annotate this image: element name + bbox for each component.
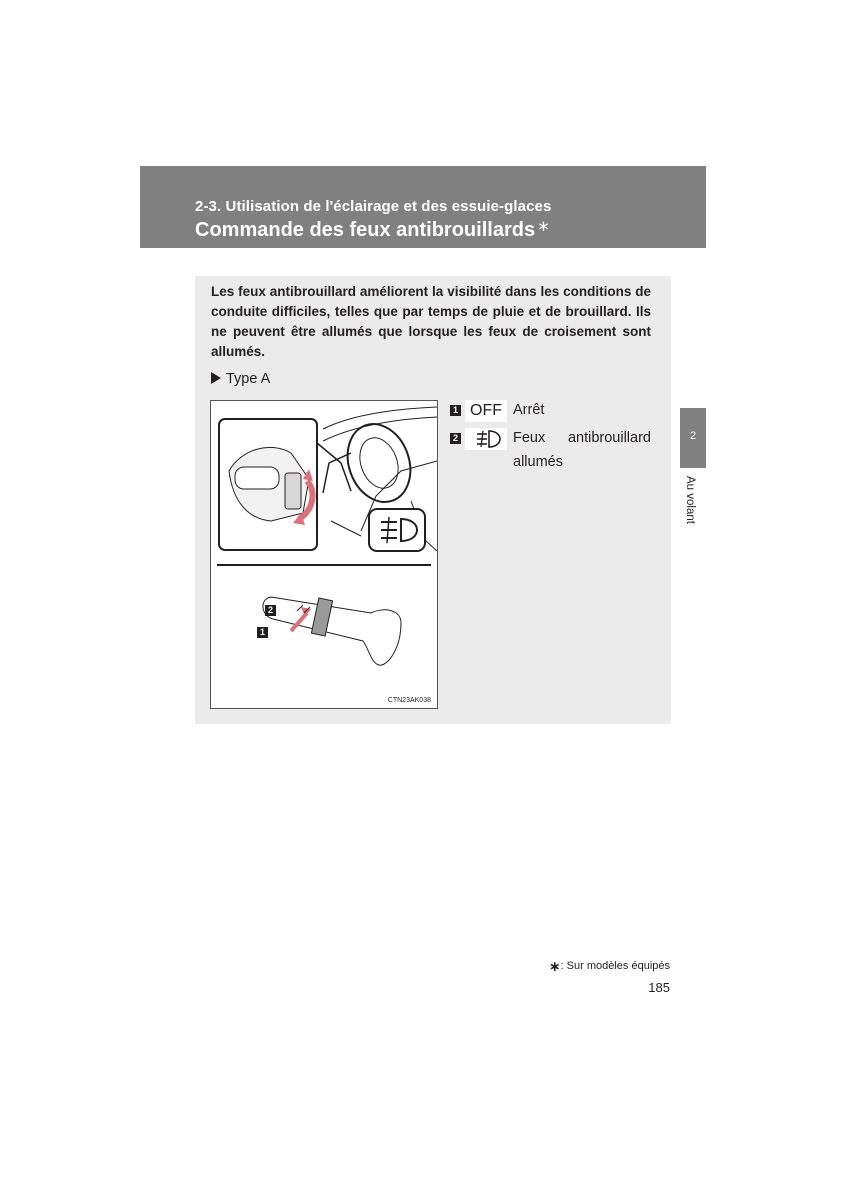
fog-switch-illustration xyxy=(211,401,437,708)
footnote-text: : Sur modèles équipés xyxy=(560,960,670,972)
content-box xyxy=(195,276,671,724)
section-label: 2-3. Utilisation de l'éclairage et des essuie-glaces xyxy=(195,198,552,215)
lever-switch xyxy=(263,597,401,665)
intro-paragraph: Les feux antibrouillard améliorent la visibilité dans les conditions de conduite difficiles, telles que par temps de pluie et de brouillard. Ils ne peuvent être allumés que lorsque les feux de croisement sont allumés. xyxy=(211,284,651,359)
type-label: Type A xyxy=(226,371,271,387)
header-band xyxy=(140,166,706,248)
legend-1-symbol xyxy=(465,400,507,422)
footnote xyxy=(549,958,670,975)
illustration-figure xyxy=(210,400,438,709)
chapter-number: 2 xyxy=(689,430,697,442)
callout-1-badge: 1 xyxy=(257,627,268,638)
type-heading xyxy=(211,371,270,387)
legend-2-label-text: Feux antibrouillard xyxy=(513,430,651,446)
legend-2-symbol xyxy=(465,428,507,450)
triangle-bullet-icon xyxy=(211,372,221,384)
legend-2-badge: 2 xyxy=(450,433,461,444)
front-fog-light-icon xyxy=(465,428,507,450)
legend-2-label xyxy=(513,426,651,474)
footnote-marker: ∗ xyxy=(548,958,561,974)
legend-2-label-line1 xyxy=(513,426,651,450)
zoom-inset xyxy=(219,419,317,550)
legend-1-label: Arrêt xyxy=(513,402,545,418)
chapter-name: Au volant xyxy=(684,476,696,524)
figure-code: CTN23AK038 xyxy=(387,697,431,704)
legend-2-label-line2: allumés xyxy=(513,454,563,470)
off-symbol-text: OFF xyxy=(470,402,502,419)
page-title xyxy=(195,219,550,242)
chapter-tab[interactable] xyxy=(680,408,706,468)
legend-1-badge: 1 xyxy=(450,405,461,416)
callout-2-badge: 2 xyxy=(265,605,276,616)
page-number: 185 xyxy=(648,980,670,995)
title-asterisk: ∗ xyxy=(537,218,550,235)
fog-icon-box xyxy=(369,509,425,551)
page-title-text: Commande des feux antibrouillards xyxy=(195,219,536,241)
